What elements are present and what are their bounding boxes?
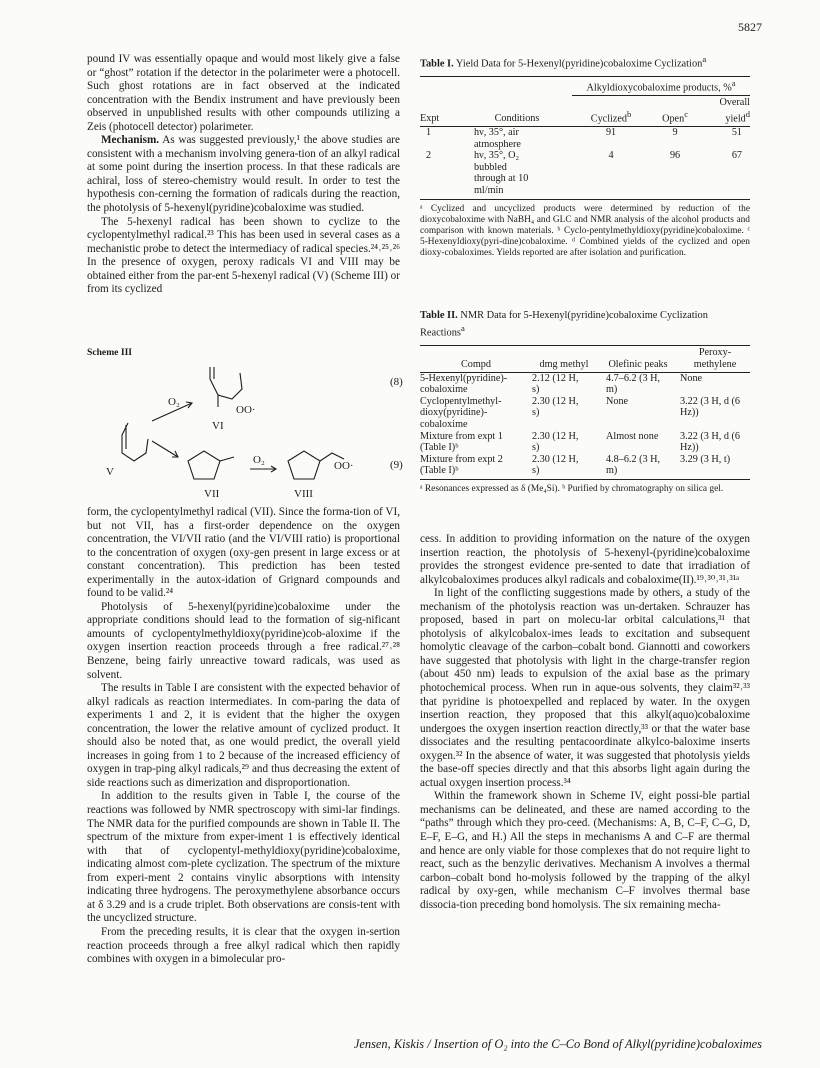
table-cell-olefinic: 4.7–6.2 (3 H, m) (606, 372, 661, 396)
table-1-header-overall: Overall yield$^d$ (719, 97, 750, 125)
table-cell-olefinic: 4.8–6.2 (3 H, m) (606, 453, 661, 477)
table-row (420, 454, 750, 480)
table-2-caption-sup: a (460, 323, 465, 333)
paragraph: Within the framework shown in Scheme IV, eight possi-ble partial mechanisms can be delineated, and these are named according to the “paths” through which they pro-ceed. (Mechanisms: A, B, C–F, C–G, D, E–F, E–G, and H.) All the steps in mechanisms A and C–F are thermal and hence are only viable for those complexes that do not require light to react, such as the benzylic derivatives. Mechanism A involves a thermal carbon–cobalt bond ho-molysis followed by the trapping of the alkyl radical by oxy-gen, while mechanism C–F involves thermal base dissocia-tion preceding bond homolysis. The six remaining mecha- (420, 790, 750, 911)
table-1-header-row (420, 96, 750, 127)
table-2-header-compd: Compd (460, 359, 491, 371)
left-column-top (87, 53, 400, 297)
table-1-caption-sup: a (702, 54, 707, 64)
structure-vii-methyl (220, 457, 234, 461)
table-cell-dmg: 2.12 (12 H, s) (532, 372, 579, 396)
equation-number-8: (8) (390, 376, 403, 388)
paragraph: Photolysis of 5-hexenyl(pyridine)cobaloxime under the appropriate conditions should lead to the formation of sig-nificant amounts of cyclopentylmethyldioxy(pyridine)cob-aloxime if the oxygen insertion reaction proceeds through a free radical.²⁷˒²⁸ Benzene, being fairly unreactive toward radicals, was used as solvent. (87, 600, 400, 681)
scheme-iii-diagram (100, 365, 410, 500)
table-cell-compd: Cyclopentylmethyl-dioxy(pyridine)-cobaloxime (420, 395, 502, 431)
table-cell-conditions: hν, 35°, O₂ bubbled through at 10 ml/min (474, 150, 529, 196)
structure-viii (288, 451, 320, 479)
label-vii: VII (204, 488, 220, 500)
paragraph: pound IV was essentially opaque and would most likely give a false or “ghost” rotation if the detector in the polarimeter were a photocell. Such ghost rotations are in fact observed at the indicated concentration with the Bendix instrument and have previously been observed in unpublished results with other compounds utilizing a Zeis (photocell detector) polarimeter. (87, 53, 400, 133)
table-cell-open: 96 (669, 150, 681, 162)
table-1-group-header-row (420, 77, 750, 95)
table-2-header-row (420, 346, 750, 372)
table-2-caption (420, 310, 750, 339)
table-2-caption-text: NMR Data for 5-Hexenyl(pyridine)cobaloxime Cyclization Reactions (420, 310, 708, 339)
structure-vii (188, 451, 220, 479)
structure-vi (210, 367, 242, 399)
table-1-group-header-text: Alkyldioxycobaloxime products, % (586, 82, 732, 94)
table-cell-overall: 67 (731, 150, 742, 162)
table-2-label: Table II. (420, 310, 458, 321)
table-1-label: Table I. (420, 58, 454, 70)
table-2-header-olefinic: Olefinic peaks (608, 359, 668, 371)
paragraph-text: As was suggested previously,¹ the above studies are consistent with a mechanism involving genera-tion of an alkyl radical at some point during the insertion process. In that these radicals are achiral, loss of stereo-chemistry would result. In order to test the hypothesis con-cerning the formation of radicals during the reaction, the photolysis of 5-hexenyl(pyridine)cobaloxime was studied. (87, 134, 400, 215)
table-cell-expt: 1 (426, 127, 432, 139)
table-cell-overall: 51 (731, 127, 742, 139)
paragraph: In light of the conflicting suggestions made by others, a study of the mechanism of the photolysis reaction was un-dertaken. Schrauzer has proposed, based in part on molecu-lar orbital calculations,³¹ that photolysis of alkylcobalox-imes leads to excitation and subsequent homolytic cleavage of the carbon–cobalt bond. Giannotti and coworkers have suggested that photolysis with light in the charge-transfer region (about 450 nm) leads to expulsion of the axial base as the primary photochemical process. When run in aque-ous solvents, they claim³²˒³³ that pyridine is photoexpelled and replaced by water. In the oxygen insertion reaction, they proposed that this alkyl(aquo)cobaloxime undergoes the oxygen insertion reaction directly,³³ or that the water base dissociates and the resulting pentacoordinate alkylco-baloxime inserts oxygen.³² In the absence of water, it was suggested that photolysis yields the base-off species directly and that this absorbs light again during the actual oxygen insertion process.³⁴ (420, 587, 750, 789)
table-1 (420, 77, 750, 199)
table-1-header-expt: Expt (420, 113, 440, 125)
section-heading-mechanism: Mechanism. (101, 134, 160, 147)
paragraph: From the preceding results, it is clear that the oxygen in-sertion reaction proceeds through a free alkyl radical which then rapidly combines with oxygen in a bimolecular pro- (87, 925, 400, 966)
label-v: V (106, 466, 114, 478)
table-1-caption (420, 53, 750, 70)
table-row (420, 396, 750, 431)
o2-label-b: O₂ (253, 454, 265, 466)
page-number: 5827 (738, 20, 762, 34)
arrow-to-vii (152, 441, 178, 457)
paragraph: form, the cyclopentylmethyl radical (VII). Since the forma-tion of VI, but not VII, has a first-order dependence on the oxygen concentration, the VI/VII ratio (and the VI/VIII ratio) is proportional to the concentration of oxygen (oxy-gen present in large excess or at constant concentration). This prediction has been tested experimentally in the autox-idation of Grignard compounds and found to be valid.²⁴ (87, 506, 400, 600)
table-row (420, 127, 750, 151)
table-2 (420, 346, 750, 480)
table-1-group-header (572, 77, 750, 95)
table-cell-conditions: hν, 35°, air atmosphere (474, 127, 521, 150)
table-cell-cyclized: 4 (608, 150, 614, 162)
equation-number-9: (9) (390, 459, 403, 471)
table-row (420, 431, 750, 454)
table-1-header-open: Open$^c$ (662, 109, 688, 125)
right-column-body (420, 533, 750, 912)
table-row (420, 150, 750, 199)
page-footer: Jensen, Kiskis / Insertion of O₂ into the C–Co Bond of Alkyl(pyridine)cobaloximes (353, 1037, 762, 1051)
table-2-header-peroxy: Peroxy-methylene (693, 347, 737, 371)
table-1-group-header-sup: a (731, 78, 736, 89)
table-cell-open: 9 (672, 127, 678, 139)
table-1-block (420, 53, 750, 260)
table-cell-peroxy: None (680, 372, 703, 384)
table-cell-expt: 2 (426, 150, 432, 162)
table-cell-dmg: 2.30 (12 H, s) (532, 395, 579, 419)
table-2-block (420, 310, 750, 495)
table-cell-compd: Mixture from expt 1 (Table I)ᵇ (420, 430, 503, 454)
table-1-footnote: ᵃ Cyclized and uncyclized products were determined by reduction of the dioxycobaloxime with NaBH₄ and GLC and NMR analysis of the alcohol products and comparison with known materials. ᵇ Cyclo-pentylmethyldioxy(pyridine)cobaloxime. ᶜ 5-Hexenyldioxy(pyri-dine)cobaloxime. ᵈ Combined yields of the cyclized and open dioxy-cobaloximes. Yields reported are after isolation and purification. (420, 203, 750, 259)
table-cell-olefinic: Almost none (606, 430, 659, 442)
paragraph: The 5-hexenyl radical has been shown to cyclize to the cyclopentylmethyl radical.²³ This has been used in several cases as a mechanistic probe to detect the intermediacy of radical species.²⁴˒²⁵˒²⁶ In the presence of oxygen, peroxy radicals VI and VIII may be obtained either from the par-ent 5-hexenyl radical (V) (Scheme III) or from its cyclized (87, 215, 400, 296)
label-viii: VIII (294, 488, 313, 500)
oo-label-vi: OO· (236, 404, 256, 416)
table-cell-compd: Mixture from expt 2 (Table I)ᵇ (420, 453, 503, 477)
table-cell-compd: 5-Hexenyl(pyridine)-cobaloxime (420, 372, 508, 396)
scheme-label: Scheme III (87, 347, 133, 358)
table-cell-olefinic: None (606, 395, 629, 407)
oo-label-viii: OO· (334, 460, 354, 472)
table-cell-peroxy: 3.29 (3 H, t) (680, 453, 731, 465)
table-cell-peroxy: 3.22 (3 H, d (6 Hz)) (680, 395, 740, 419)
label-vi: VI (212, 420, 224, 432)
left-column-bottom (87, 506, 400, 967)
o2-label-a: O₂ (168, 396, 180, 408)
table-cell-peroxy: 3.22 (3 H, d (6 Hz)) (680, 430, 740, 454)
paragraph: In addition to the results given in Table I, the course of the reactions was followed by NMR spectroscopy with simi-lar findings. The NMR data for the purified compounds are shown in Table II. The spectrum of the mixture from exper-iment 1 is effectively identical with that of cyclopentyl-methyldioxy(pyridine)cobaloxime, indicating almost com-plete cyclization. The spectrum of the mixture from experi-ment 2 contains vinylic absorptions with intensity indicating three hydrogens. The peroxymethylene absorbance occurs at δ 3.29 and is a crude triplet. Both observations are consis-tent with the uncyclized structure. (87, 790, 400, 925)
table-cell-cyclized: 91 (605, 127, 617, 139)
table-2-footnote: ᵃ Resonances expressed as δ (Me₄Si). ᵇ Purified by chromatography on silica gel. (420, 484, 724, 494)
table-cell-dmg: 2.30 (12 H, s) (532, 430, 579, 454)
table-1-caption-text: Yield Data for 5-Hexenyl(pyridine)cobaloxime Cyclization (455, 58, 703, 70)
table-1-header-cyclized: Cyclized$^b$ (590, 109, 632, 125)
paragraph-mechanism (87, 134, 400, 215)
table-cell-dmg: 2.30 (12 H, s) (532, 453, 579, 477)
paragraph: The results in Table I are consistent with the expected behavior of alkyl radicals as reaction intermediates. In com-paring the data of experiments 1 and 2, it is evident that the higher the oxygen concentration, the lower the relative amount of cyclized product. It should also be noted that, as one would predict, the overall yield increases in going from 1 to 2 because of the increased efficiency of oxygen in trap-ping alkyl radicals,²⁹ and thus decreasing the extent of side reactions such as dimerization and disproportionation. (87, 682, 400, 789)
paragraph: cess. In addition to providing information on the nature of the oxygen insertion reaction, the photolysis of 5-hexenyl-(pyridine)cobaloxime provides the strongest evidence pre-sented to date that irradiation of alkylcobaloximes produces alkyl radicals and cobaloxime(II).¹⁹˒³⁰˒³¹˒³¹ᵃ (420, 533, 750, 586)
table-row (420, 372, 750, 396)
table-2-header-dmg: dmg methyl (539, 359, 589, 371)
table-1-header-conditions: Conditions (494, 113, 540, 125)
